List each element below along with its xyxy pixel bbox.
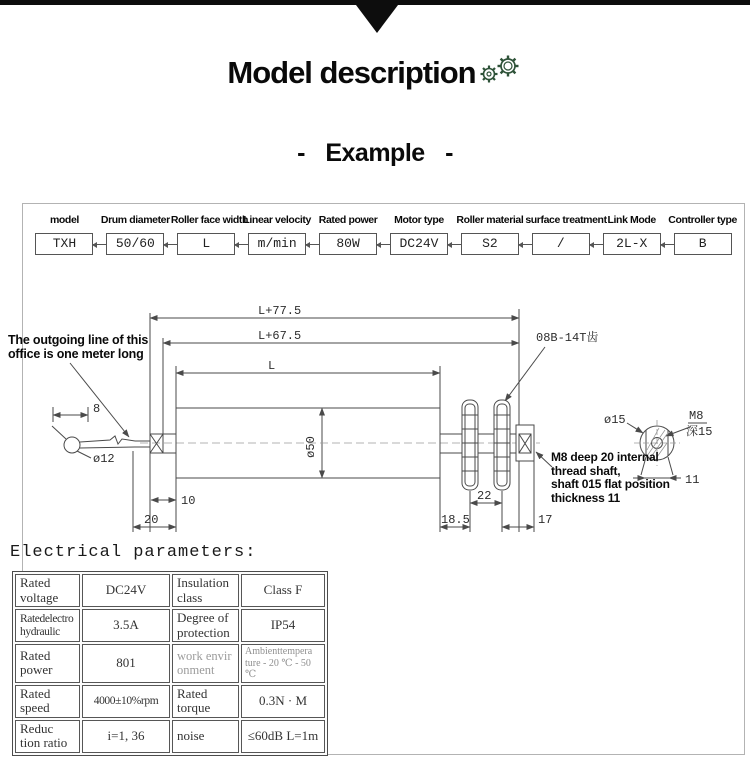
model-code-col-rated-power (313, 213, 384, 255)
sprocket-label: 08B-14T齿 (536, 331, 599, 345)
outgoing-line-note (8, 333, 148, 361)
model-code-diagram (23, 213, 744, 255)
param-value: i=1, 36 (82, 720, 170, 753)
param-label: Insulation class (172, 574, 239, 607)
param-value: ≤60dB L=1m (241, 720, 325, 753)
code-box: B (674, 233, 732, 255)
column-header: Linear velocity (243, 214, 311, 226)
dim-label-20: 20 (144, 513, 159, 527)
model-code-col-link-mode (596, 213, 667, 255)
table-row (15, 720, 325, 753)
code-box: L (177, 233, 235, 255)
double-gear-icon (479, 54, 523, 86)
column-header: surface treatment (525, 214, 607, 226)
page-title-text: Model description (227, 55, 476, 90)
column-header: Roller face width (170, 214, 249, 226)
model-code-col-surface-treatment (525, 213, 607, 255)
dim-label-10: 10 (181, 494, 196, 508)
param-label: Rated voltage (15, 574, 80, 607)
code-box: 50/60 (106, 233, 164, 255)
param-label: Reduc tion ratio (15, 720, 80, 753)
code-box: TXH (35, 233, 93, 255)
code-box: S2 (461, 233, 519, 255)
param-label: Degree of protection (172, 609, 239, 642)
param-value: 0.3N · M (241, 685, 325, 718)
code-box: DC24V (390, 233, 448, 255)
note-line: thickness 11 (551, 491, 620, 506)
param-label: Rated torque (172, 685, 239, 718)
code-box: 80W (319, 233, 377, 255)
thread-label: M8 (689, 409, 704, 423)
column-header: Rated power (318, 214, 378, 226)
param-label: work envir onment (172, 644, 239, 683)
column-header: Motor type (394, 214, 444, 226)
dim-label-drum-diameter: ø50 (304, 436, 318, 458)
dim-label-22: 22 (477, 489, 492, 503)
table-row (15, 574, 325, 607)
param-value: 4000±10%rpm (82, 685, 170, 718)
dim-label-8: 8 (93, 402, 101, 416)
down-triangle-icon (356, 5, 398, 33)
model-code-col-model (29, 213, 100, 255)
dim-label-length-total: L+77.5 (258, 304, 302, 318)
param-value: 801 (82, 644, 170, 683)
param-label: Rated speed (15, 685, 80, 718)
column-header: Roller material (456, 214, 524, 226)
table-row (15, 644, 325, 683)
note-line: M8 deep 20 internal (551, 450, 659, 464)
note-line: office is one meter long (8, 347, 144, 361)
model-code-col-drum-diameter (100, 213, 171, 255)
param-value: IP54 (241, 609, 325, 642)
dim-label-11: 11 (685, 473, 700, 487)
column-header: model (49, 214, 79, 226)
dim-label-18-5: 18.5 (441, 513, 470, 527)
param-value: DC24V (82, 574, 170, 607)
code-box: / (532, 233, 590, 255)
dim-label-end-diameter: ø15 (604, 413, 626, 427)
thread-depth-label: 深15 (686, 425, 713, 439)
param-value: Class F (241, 574, 325, 607)
electrical-parameters-table (12, 571, 328, 756)
column-header: Link Mode (607, 214, 656, 226)
column-header: Drum diameter (100, 214, 170, 226)
param-value: Ambienttempera ture - 20 ℃ - 50 ℃ (241, 644, 325, 683)
code-box: 2L-X (603, 233, 661, 255)
table-row (15, 685, 325, 718)
model-code-col-roller-face-width (170, 213, 249, 255)
page-title (0, 55, 750, 91)
param-label: noise (172, 720, 239, 753)
param-label: Ratedelectro hydraulic (15, 609, 80, 642)
dim-label-length-inner: L+67.5 (258, 329, 302, 343)
note-line: thread shaft, (551, 463, 621, 478)
model-code-col-controller-type (667, 213, 738, 255)
dim-label-17: 17 (538, 513, 553, 527)
model-code-col-roller-material (454, 213, 525, 255)
note-line: shaft 015 flat position (551, 477, 670, 492)
dim-label-shaft-diameter: ø12 (93, 452, 115, 466)
note-line: The outgoing line of this (8, 333, 149, 347)
param-value: 3.5A (82, 609, 170, 642)
shaft-thread-note (551, 451, 670, 506)
code-box: m/min (248, 233, 306, 255)
table-row (15, 609, 325, 642)
model-code-col-motor-type (384, 213, 455, 255)
electrical-parameters-title: Electrical parameters: (10, 543, 257, 562)
param-label: Rated power (15, 644, 80, 683)
example-heading: - Example - (297, 139, 453, 167)
column-header: Controller type (668, 214, 737, 226)
model-code-col-linear-velocity (242, 213, 313, 255)
dim-label-length-face: L (268, 359, 276, 373)
